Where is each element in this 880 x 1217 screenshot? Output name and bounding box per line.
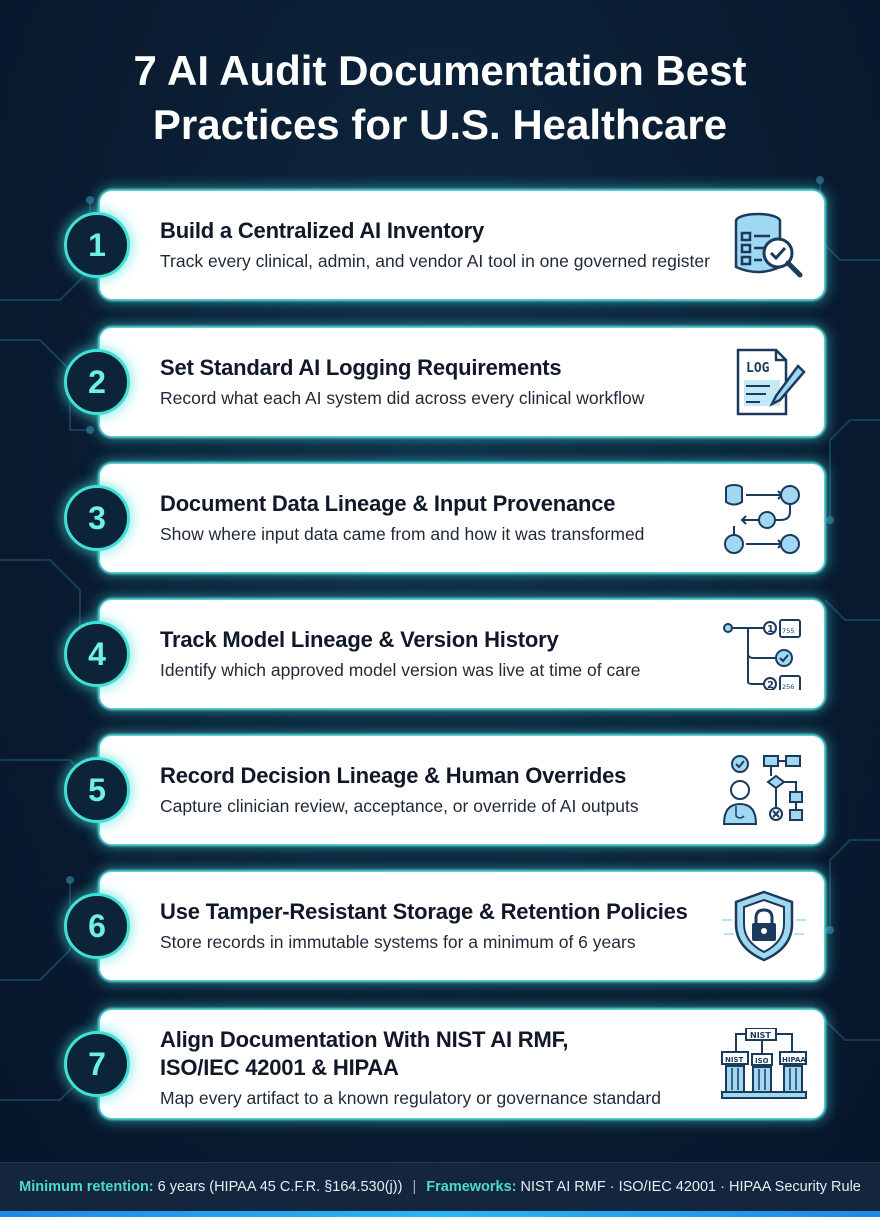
practice-card-7 bbox=[100, 1010, 824, 1118]
version-branch-icon bbox=[720, 618, 808, 690]
footer-accent-stripe bbox=[0, 1211, 880, 1217]
standard-label: NIST bbox=[750, 1031, 771, 1040]
practice-description: Identify which approved model version was live at time of care bbox=[160, 660, 641, 680]
practice-title-line-2: ISO/IEC 42001 & HIPAA bbox=[160, 1055, 399, 1080]
frameworks-value: NIST AI RMF · ISO/IEC 42001 · HIPAA Security Rule bbox=[520, 1179, 861, 1195]
practice-title: Track Model Lineage & Version History bbox=[160, 627, 559, 652]
step-number-badge-1: 1 bbox=[64, 212, 130, 278]
retention-label: Minimum retention: bbox=[19, 1179, 154, 1195]
practice-card-6 bbox=[100, 872, 824, 980]
step-number-badge-5: 5 bbox=[64, 757, 130, 823]
step-number-badge-6: 6 bbox=[64, 893, 130, 959]
step-number-badge-7: 7 bbox=[64, 1031, 130, 1097]
version-number: 2 bbox=[767, 680, 774, 690]
practice-description: Show where input data came from and how it was transformed bbox=[160, 524, 645, 544]
version-number: 1 bbox=[767, 624, 774, 635]
footer-separator: | bbox=[412, 1179, 417, 1195]
practice-title: Build a Centralized AI Inventory bbox=[160, 218, 485, 243]
page-title-line-1: 7 AI Audit Documentation Best bbox=[133, 47, 747, 94]
log-label: LOG bbox=[746, 361, 770, 376]
standards-pillars-icon bbox=[720, 1028, 808, 1100]
practice-description: Capture clinician review, acceptance, or override of AI outputs bbox=[160, 796, 639, 816]
footer-bar bbox=[0, 1162, 880, 1217]
retention-value: 6 years (HIPAA 45 C.F.R. §164.530(j)) bbox=[157, 1179, 403, 1195]
step-number-badge-4: 4 bbox=[64, 621, 130, 687]
practice-card-3 bbox=[100, 464, 824, 572]
practice-title: Use Tamper-Resistant Storage & Retention Policies bbox=[160, 899, 688, 924]
practice-description: Store records in immutable systems for a minimum of 6 years bbox=[160, 932, 636, 952]
data-flow-icon bbox=[720, 482, 808, 554]
practice-title: Set Standard AI Logging Requirements bbox=[160, 355, 562, 380]
step-number-badge-2: 2 bbox=[64, 349, 130, 415]
practice-card-4 bbox=[100, 600, 824, 708]
version-build-label: 256 bbox=[782, 683, 795, 690]
page-title-line-2: Practices for U.S. Healthcare bbox=[152, 101, 728, 148]
step-number-badge-3: 3 bbox=[64, 485, 130, 551]
practice-title-line-1: Align Documentation With NIST AI RMF, bbox=[160, 1027, 569, 1052]
practice-title: Record Decision Lineage & Human Overrides bbox=[160, 763, 627, 788]
clinician-decision-flow-icon bbox=[720, 754, 808, 826]
version-build-label: 755 bbox=[782, 627, 795, 635]
practice-card-2 bbox=[100, 328, 824, 436]
practice-card-5 bbox=[100, 736, 824, 844]
standard-label: NIST bbox=[725, 1056, 744, 1064]
shield-lock-icon bbox=[720, 890, 808, 962]
practice-description: Track every clinical, admin, and vendor AI tool in one governed register bbox=[160, 251, 710, 271]
practice-title: Document Data Lineage & Input Provenance bbox=[160, 491, 616, 516]
database-checklist-magnifier-icon bbox=[720, 209, 808, 281]
log-document-pen-icon bbox=[720, 346, 808, 418]
page-title bbox=[0, 44, 880, 152]
frameworks-label: Frameworks: bbox=[426, 1179, 517, 1195]
standard-label: ISO bbox=[755, 1057, 769, 1065]
footer-text bbox=[0, 1179, 880, 1195]
practice-card-1 bbox=[100, 191, 824, 299]
standard-label: HIPAA bbox=[782, 1056, 806, 1064]
practice-description: Record what each AI system did across every clinical workflow bbox=[160, 388, 645, 408]
practice-description: Map every artifact to a known regulatory or governance standard bbox=[160, 1088, 661, 1108]
